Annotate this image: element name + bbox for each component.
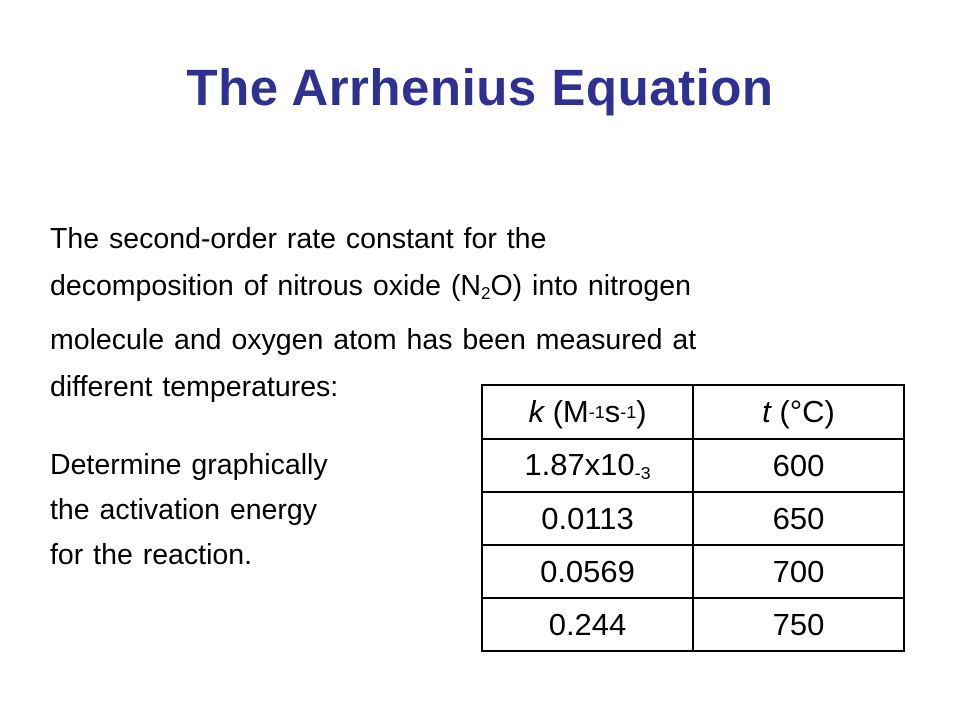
table-header-row [482,385,904,439]
k-value-cell [482,598,693,651]
k-value: 0.244 [548,606,627,642]
k-value-cell [482,439,693,492]
k-unit-open: (M [552,394,589,429]
table-row [482,598,904,651]
header-t [693,385,904,439]
statement-line-3: molecule and oxygen atom has been measured at [50,324,697,356]
slide-title: The Arrhenius Equation [186,59,774,116]
k-value-cell [482,492,693,545]
k-symbol: k [528,394,544,429]
k-value: 1.87x10 [524,447,635,482]
t-value-cell: 600 [693,439,904,492]
table-row [482,545,904,598]
t-value-cell: 700 [693,545,904,598]
k-value: 0.0113 [541,500,634,536]
table-row [482,492,904,545]
table-row [482,439,904,492]
statement-line-4: different temperatures: [50,371,339,403]
question-text [50,443,328,578]
t-value-cell: 650 [693,492,904,545]
k-unit-s: s [604,394,621,429]
question-line-3: for the reaction. [50,539,253,571]
statement-line-1: The second-order rate constant for the [50,223,547,255]
question-line-1: Determine graphically [50,449,328,481]
header-k [482,385,693,439]
k-unit-close: ) [636,394,647,429]
statement-line-2-part-a: decomposition of nitrous oxide (N [50,270,481,302]
t-symbol: t [762,394,771,429]
k-unit-exp-2: -1 [620,402,637,422]
t-unit: (°C) [779,394,835,429]
k-value-cell [482,545,693,598]
rate-constant-table [481,384,905,652]
subscript-2: 2 [480,284,491,303]
k-value: 0.0569 [540,553,635,589]
question-line-2: the activation energy [50,494,317,526]
t-value-cell: 750 [693,598,904,651]
problem-statement [50,216,910,411]
k-exponent: -3 [634,463,651,483]
statement-line-2 [50,263,910,317]
k-unit-exp-1: -1 [588,402,605,422]
statement-line-2-part-b: O) into nitrogen [490,270,691,302]
